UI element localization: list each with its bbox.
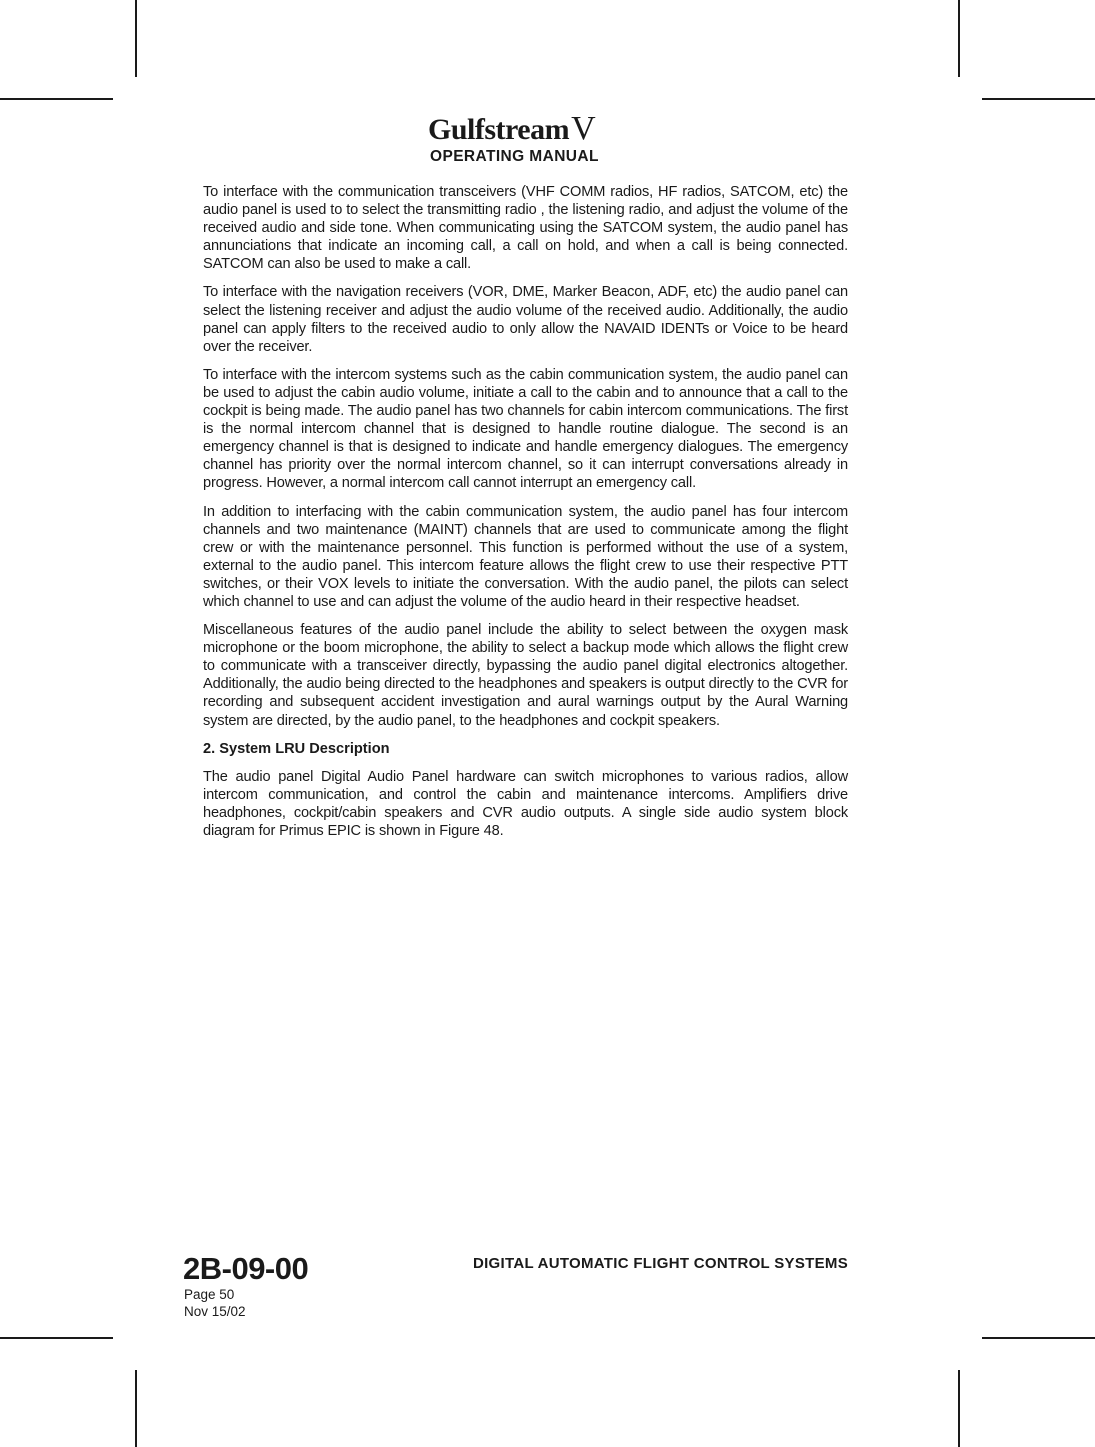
crop-mark-top-left-vertical: [135, 0, 137, 77]
crop-mark-bottom-left-vertical: [135, 1370, 137, 1447]
paragraph-navigation: To interface with the navigation receivers (VOR, DME, Marker Beacon, ADF, etc) the audio panel can select the listening receiver and adjust the audio volume of the received audio. Additionally, the audio panel can apply filters to the received audio to only allow the NAVAID IDENTs or Voice to be heard over the receiver.: [203, 284, 848, 355]
crop-mark-top-right-vertical: [958, 0, 960, 77]
paragraph-communication: To interface with the communication transceivers (VHF COMM radios, HF radios, SATCOM, etc) the audio panel is used to to select the transmitting radio , the listening radio, and adjust the volume of the received audio and side tone. When communicating using the SATCOM system, the audio panel has annunciations that indicate an incoming call, a call on hold, and when a call is being connected. SATCOM can also be used to make a call.: [203, 184, 848, 273]
paragraph-maintenance: In addition to interfacing with the cabin communication system, the audio panel has four intercom channels and two maintenance (MAINT) channels that are used to communicate among the flight crew or with the maintenance personnel. This function is performed without the use of a system, external to the audio panel. This intercom feature allows the flight crew to use their respective PTT switches, or their VOX levels to initiate the conversation. With the audio panel, the pilots can select which channel to use and can adjust the volume of the audio heard in their respective headset.: [203, 503, 848, 610]
footer-date: Nov 15/02: [184, 1304, 246, 1319]
footer-section-code: 2B-09-00: [183, 1251, 309, 1286]
crop-mark-top-right-horizontal: [982, 98, 1095, 100]
paragraph-intercom: To interface with the intercom systems such as the cabin communication system, the audio panel can be used to adjust the cabin audio volume, initiate a call to the cabin and to announce that a call to the cockpit is being made. The audio panel has two channels for cabin intercom communications. The first is the normal intercom channel that is designed to handle routine dialogue. The second is an emergency channel is that is designed to indicate and handle emergency dialogues. The emergency channel has priority over the normal intercom channel, so it can interrupt conversations already in progress. However, a normal intercom call cannot interrupt an emergency call.: [203, 366, 848, 492]
footer-system-title: DIGITAL AUTOMATIC FLIGHT CONTROL SYSTEMS: [472, 1255, 848, 1272]
crop-mark-bottom-left-horizontal: [0, 1337, 113, 1339]
footer-page-number: Page 50: [184, 1287, 235, 1302]
crop-mark-bottom-right-horizontal: [982, 1337, 1095, 1339]
paragraph-lru-description: The audio panel Digital Audio Panel hardware can switch microphones to various radios, allow intercom communication, and control the cabin and maintenance intercoms. Amplifiers drive headphones, cockpit/cabin speakers and CVR audio outputs. A single side audio system block diagram for Primus EPIC is shown in Figure 48.: [203, 768, 848, 839]
paragraph-miscellaneous: Miscellaneous features of the audio panel include the ability to select between the oxygen mask microphone or the boom microphone, the ability to select a backup mode which allows the flight crew to communicate with a transceiver directly, bypassing the audio panel digital electronics altogether. Additionally, the audio being directed to the headphones and speakers is output directly to the CVR for recording and subsequent accident investigation and aural warnings output by the Aural Warning system are directed, by the audio panel, to the headphones and cockpit speakers.: [203, 622, 848, 729]
brand-name: Gulfstream: [428, 113, 570, 146]
crop-mark-top-left-horizontal: [0, 98, 113, 100]
crop-mark-bottom-right-vertical: [958, 1370, 960, 1447]
brand-logo: [428, 112, 595, 147]
manual-title: OPERATING MANUAL: [430, 148, 599, 165]
section-heading: 2. System LRU Description: [203, 740, 390, 757]
brand-model: V: [571, 110, 596, 147]
body-text: [203, 183, 848, 850]
